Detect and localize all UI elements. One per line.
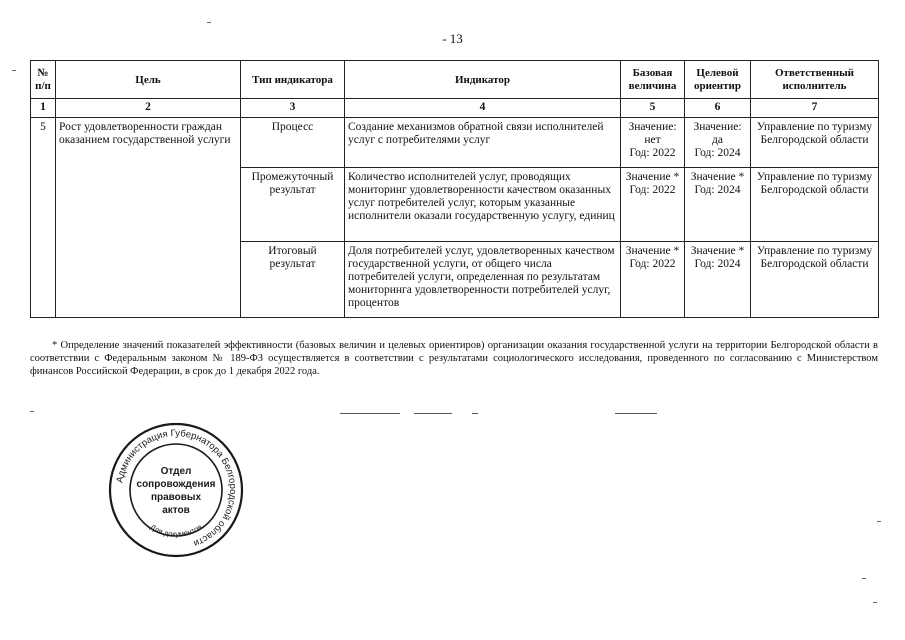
target-cell xyxy=(685,168,751,242)
indicator-type-cell: Процесс xyxy=(241,118,345,168)
indicator-type-cell: Промежуточный результат xyxy=(241,168,345,242)
header-number: № п/п xyxy=(31,61,56,99)
official-stamp xyxy=(106,420,246,560)
stamp-line-3: правовых xyxy=(150,492,202,503)
scan-dash-line xyxy=(472,413,478,414)
footnote-text: * Определение значений показателей эффективности (базовых величин и целевых ориентиров) организации оказания государственной услуги на территории Белгородской области в соответствии с Федеральным законом № 189-ФЗ осуществляется в соответствии с результатами социологического исследования, проведенного по согласованию с Министерством финансов Российской Федерации, в срок до 1 декабря 2022 года. xyxy=(30,340,878,377)
executor-cell: Управление по туризму Белгородской области xyxy=(751,118,879,168)
column-number: 3 xyxy=(241,99,345,118)
stamp-line-1: Отдел xyxy=(160,466,192,477)
indicator-cell: Количество исполнителей услуг, проводящих мониторинг удовлетворенности качеством оказанных услуг потребителей услуг, которым указанные исполнители оказали государственную услугу, единиц xyxy=(345,168,621,242)
header-executor: Ответственный исполнитель xyxy=(751,61,879,99)
target-label: Значение * xyxy=(690,171,745,183)
base-value-cell xyxy=(621,118,685,168)
scan-speck xyxy=(30,411,34,412)
table-row xyxy=(31,118,879,168)
row-number: 5 xyxy=(31,118,56,318)
target-year: Год: 2024 xyxy=(694,184,741,196)
target-cell xyxy=(685,242,751,318)
target-year: Год: 2024 xyxy=(694,258,741,270)
stamp-bottom-text: Для документов xyxy=(148,522,204,539)
column-number: 5 xyxy=(621,99,685,118)
executor-cell: Управление по туризму Белгородской области xyxy=(751,168,879,242)
base-value-value: нет xyxy=(644,134,661,146)
stamp-line-4: актов xyxy=(162,505,190,516)
scan-speck xyxy=(862,578,866,579)
table-header-row xyxy=(31,61,879,99)
target-value: да xyxy=(712,134,723,146)
column-number: 2 xyxy=(56,99,241,118)
scan-speck xyxy=(873,602,877,603)
base-value-label: Значение * xyxy=(625,171,680,183)
target-cell xyxy=(685,118,751,168)
base-value-cell xyxy=(621,168,685,242)
scan-speck xyxy=(877,521,881,522)
header-target: Целевой ориентир xyxy=(685,61,751,99)
executor-cell: Управление по туризму Белгородской области xyxy=(751,242,879,318)
base-value-label: Значение * xyxy=(625,245,680,257)
column-number: 6 xyxy=(685,99,751,118)
scan-speck xyxy=(12,70,16,71)
indicator-cell: Создание механизмов обратной связи исполнителей услуг с потребителями услуг xyxy=(345,118,621,168)
scan-speck xyxy=(207,22,211,23)
base-value-year: Год: 2022 xyxy=(629,147,676,159)
scan-dash-line xyxy=(340,413,400,414)
base-value-year: Год: 2022 xyxy=(629,184,676,196)
target-label: Значение * xyxy=(690,245,745,257)
page-number: - 13 xyxy=(442,31,463,46)
stamp-ring-text: Администрация Губернатора Белгородской области xyxy=(114,427,239,549)
base-value-year: Год: 2022 xyxy=(629,258,676,270)
footnote xyxy=(30,339,878,378)
header-base-value: Базовая величина xyxy=(621,61,685,99)
header-indicator-type: Тип индикатора xyxy=(241,61,345,99)
target-year: Год: 2024 xyxy=(694,147,741,159)
column-numbers-row xyxy=(31,99,879,118)
indicator-cell: Доля потребителей услуг, удовлетворенных качеством государственной услуги, от общего числа потребителей услуги, определенная по результатам мониторинга удовлетворенности потребителей услуг, процентов xyxy=(345,242,621,318)
stamp-line-2: сопровождения xyxy=(136,479,216,490)
indicator-type-cell: Итоговый результат xyxy=(241,242,345,318)
header-indicator: Индикатор xyxy=(345,61,621,99)
indicators-table xyxy=(30,60,879,318)
column-number: 4 xyxy=(345,99,621,118)
column-number: 7 xyxy=(751,99,879,118)
scan-dash-line xyxy=(414,413,452,414)
target-label: Значение: xyxy=(693,121,742,133)
base-value-label: Значение: xyxy=(628,121,677,133)
base-value-cell xyxy=(621,242,685,318)
scan-dash-line xyxy=(615,413,657,414)
stamp-icon xyxy=(106,420,246,560)
goal-cell: Рост удовлетворенности граждан оказанием государственной услуги xyxy=(56,118,241,318)
column-number: 1 xyxy=(31,99,56,118)
stamp-inner-ring xyxy=(130,444,222,539)
header-goal: Цель xyxy=(56,61,241,99)
